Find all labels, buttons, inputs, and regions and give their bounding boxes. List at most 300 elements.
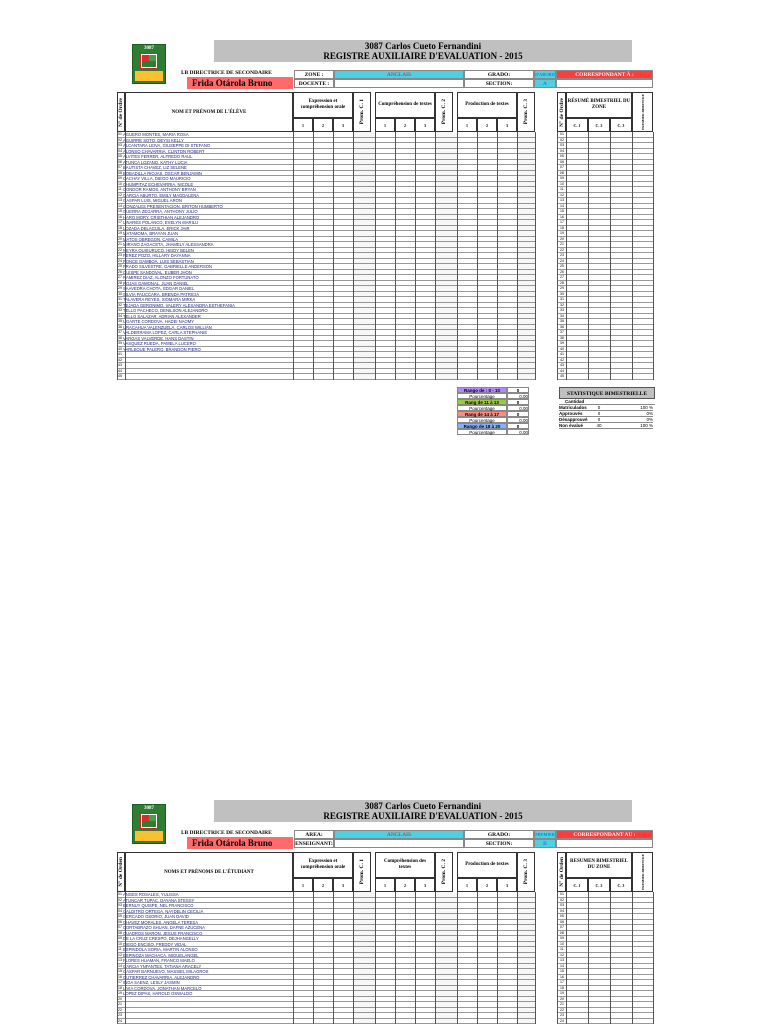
student-row bbox=[117, 1019, 535, 1024]
grid-line bbox=[293, 132, 294, 380]
resume-row-number: 18 bbox=[560, 985, 564, 990]
sub-col-1-3: 3 bbox=[333, 878, 353, 892]
grid-line bbox=[566, 132, 567, 380]
grid-line bbox=[415, 132, 416, 380]
row-number: 13 bbox=[118, 198, 122, 202]
row-number: 13 bbox=[118, 958, 122, 962]
resume-row-number: 19 bbox=[560, 231, 564, 235]
student-name: MATOS OBREGON, CAMILA bbox=[123, 236, 178, 242]
premier-header bbox=[632, 92, 653, 132]
row-number: 23 bbox=[118, 253, 122, 257]
prom-column-shade bbox=[517, 892, 535, 1024]
grid-line bbox=[333, 892, 334, 1024]
student-name: QUISPE SANDOVAL, EUBER JHON bbox=[123, 269, 192, 275]
resume-order-header bbox=[557, 92, 566, 132]
resume-col-1: C. 1 bbox=[566, 878, 588, 892]
sub-col-2-1: 1 bbox=[375, 878, 395, 892]
zone-label: ZONE : bbox=[294, 70, 334, 79]
student-name: CALDITRO ORTEGA, NAYDELIN CECILIA bbox=[123, 908, 204, 914]
sub-col-2-3: 3 bbox=[415, 118, 435, 132]
row-number: 27 bbox=[118, 275, 122, 279]
student-name: URACAHUA VALENZUELA, CARLOS WILLIAN bbox=[123, 324, 212, 330]
stats-pct-1: 100 % bbox=[609, 405, 653, 411]
student-name: SILVIA PAUCCARA, BRENDA PATRICIA bbox=[123, 291, 200, 297]
col-name-header bbox=[125, 92, 293, 132]
sub-col-1-1: 1 bbox=[293, 878, 313, 892]
row-number: 22 bbox=[118, 1007, 122, 1012]
competence-2-label: Compréhension de textes bbox=[378, 102, 432, 107]
row-number: 25 bbox=[118, 264, 122, 268]
student-name: ALVITES FERRER, ALFREDO RAUL bbox=[123, 154, 193, 159]
logo-banner bbox=[135, 71, 163, 81]
row-number: 07 bbox=[118, 165, 122, 169]
resume-order-label: N° de Orden bbox=[558, 857, 565, 887]
row-number: 11 bbox=[118, 187, 122, 191]
teacher-name: Frida Otárola Bruno bbox=[187, 77, 293, 89]
resume-row-number: 11 bbox=[560, 187, 564, 191]
resume-row-number: 04 bbox=[560, 148, 564, 153]
student-name: VARGAS VALVERDE, HANS DASTIN bbox=[123, 335, 194, 341]
grade-value: D'ABORD bbox=[535, 72, 555, 77]
resume-header bbox=[566, 92, 632, 118]
row-number: 09 bbox=[118, 176, 122, 180]
prom-2-header bbox=[435, 92, 453, 132]
section-value: B bbox=[534, 839, 556, 848]
prom-1-label: Prom. C. 1 bbox=[359, 859, 365, 885]
student-name: HARO MORY, CRISTHIAN ALEJANDRO bbox=[123, 214, 200, 220]
grid-line bbox=[313, 892, 314, 1024]
stats-label-2: Approuvés bbox=[559, 411, 589, 417]
student-name: LOZADA DELAGUILA, ERICK JAIR bbox=[123, 225, 190, 231]
teacher-blank bbox=[334, 839, 464, 848]
resume-col-2: C. 2 bbox=[588, 878, 610, 892]
row-number: 15 bbox=[118, 209, 122, 213]
row-number: 34 bbox=[118, 313, 122, 318]
sub-col-1-1: 1 bbox=[293, 118, 313, 132]
resume-row-number: 08 bbox=[560, 170, 564, 175]
grid-line bbox=[610, 892, 611, 1024]
row-number: 31 bbox=[118, 297, 122, 301]
resume-col-3: C. 3 bbox=[610, 878, 632, 892]
sub-col-3-2: 2 bbox=[477, 878, 497, 892]
correspondant-value bbox=[556, 839, 653, 848]
row-number: 01 bbox=[118, 892, 122, 896]
sub-col-2-1: 1 bbox=[375, 118, 395, 132]
student-name: CORTABRAZO SHUAN, DAFNE AZUCENA bbox=[123, 925, 205, 930]
grid-line bbox=[375, 132, 376, 380]
resume-row-number: 17 bbox=[560, 220, 564, 224]
row-number: 28 bbox=[118, 280, 122, 285]
competence-2-label: Compréhension des textes bbox=[383, 859, 427, 870]
legend-pct-2: 0.00 bbox=[507, 405, 529, 411]
prom-3-header bbox=[517, 852, 535, 892]
student-name: YARLEQUE PALERO, BRANDON PIERO bbox=[123, 346, 201, 352]
prom-column-shade bbox=[435, 892, 457, 1024]
resume-row-number: 02 bbox=[560, 137, 564, 142]
grid-line bbox=[477, 892, 478, 1024]
row-number: 21 bbox=[118, 1002, 122, 1006]
stats-value-4: 40 bbox=[589, 423, 609, 429]
sub-col-1-2: 2 bbox=[313, 118, 333, 132]
row-number: 18 bbox=[118, 225, 122, 230]
student-name: SAAVEDRA CHOTA, EDGAR DANIEL bbox=[123, 286, 195, 291]
row-number: 38 bbox=[118, 335, 122, 340]
student-name: GONZALES PRESENTACION, BRITON HUMBERTO bbox=[123, 203, 223, 209]
resume-row-number: 04 bbox=[560, 908, 564, 913]
resume-row-number: 36 bbox=[560, 324, 564, 329]
zone-label: AREA: bbox=[294, 830, 334, 839]
resume-order-label: N° de Ordre bbox=[558, 97, 565, 127]
resume-row-number: 23 bbox=[560, 1013, 564, 1017]
competence-3-label: Production de textes bbox=[465, 102, 509, 107]
row-number: 07 bbox=[118, 925, 122, 929]
row-number: 12 bbox=[118, 952, 122, 957]
col-name-label: NOMS ET PRÉNOMS DE L'ÉTUDIANT bbox=[164, 869, 254, 875]
grid-line bbox=[415, 892, 416, 1024]
student-name: ATUNCA LOZANO, KATHY LUCIA bbox=[123, 159, 188, 165]
resume-row-number: 01 bbox=[560, 892, 564, 896]
student-name: VALDERRAMA LOPEZ, CARLA STEPHANIE bbox=[123, 330, 208, 335]
competence-3-header bbox=[457, 92, 517, 118]
resume-col-2: C. 2 bbox=[588, 118, 610, 132]
resume-row-number: 06 bbox=[560, 159, 564, 164]
student-name: BOBADILLA RIOJAS, OSCAR BENJAMIN bbox=[123, 170, 202, 176]
row-number: 40 bbox=[118, 346, 122, 351]
resume-row-number: 23 bbox=[560, 253, 564, 257]
row-number: 11 bbox=[118, 947, 122, 951]
grid-line bbox=[653, 892, 654, 1024]
resume-row-number: 05 bbox=[560, 154, 564, 158]
resume-row-number: 17 bbox=[560, 980, 564, 984]
row-number: 09 bbox=[118, 936, 122, 940]
grid-line bbox=[457, 132, 458, 380]
prom-3-label: Prom. C. 3 bbox=[523, 859, 529, 885]
sub-col-3-1: 1 bbox=[457, 878, 477, 892]
zone-value: ANGLAIS bbox=[334, 830, 464, 839]
row-number: 20 bbox=[118, 996, 122, 1001]
grid-line bbox=[117, 132, 118, 380]
stats-label-4: Non évalué bbox=[559, 423, 589, 429]
row-number: 32 bbox=[118, 302, 122, 307]
legend-pct-label-4: Pourcentage bbox=[457, 429, 507, 435]
prom-column-shade bbox=[353, 132, 375, 380]
sub-col-3-1: 1 bbox=[457, 118, 477, 132]
grid-line bbox=[375, 892, 376, 1024]
row-number: 22 bbox=[118, 247, 122, 252]
grid-line bbox=[117, 892, 118, 1024]
grid-line bbox=[557, 132, 558, 380]
competence-1-label: Expression et compréhension orale bbox=[300, 99, 346, 110]
resume-row-number: 22 bbox=[560, 247, 564, 252]
resume-row-number: 16 bbox=[560, 214, 564, 219]
resume-row-number: 11 bbox=[560, 947, 564, 951]
prom-1-label: Prom. C. 1 bbox=[359, 99, 365, 125]
resume-row-number: 15 bbox=[560, 969, 564, 973]
sub-col-2-2: 2 bbox=[395, 878, 415, 892]
resume-row-number: 10 bbox=[560, 181, 564, 186]
resume-row-number: 32 bbox=[560, 302, 564, 307]
legend-pct-label-1: Pourcentage bbox=[457, 393, 507, 399]
section-label: SECTION: bbox=[464, 839, 534, 848]
resume-row-number: 22 bbox=[560, 1007, 564, 1012]
register-title: REGISTRE AUXILIAIRE D'EVALUATION - 2015 bbox=[323, 811, 523, 821]
legend-range-3: Rang de 14 à 17 bbox=[457, 411, 507, 417]
prom-1-header bbox=[353, 92, 371, 132]
title-box bbox=[214, 800, 632, 822]
resume-row-number: 19 bbox=[560, 991, 564, 995]
resume-row-number: 21 bbox=[560, 1002, 564, 1006]
student-name: ALONSO CHAVARRIA, CLINTON ROBERT bbox=[123, 148, 205, 154]
student-name: ATUNCAR TUPAC, DAYANA STESSY bbox=[123, 897, 195, 903]
resume-row-number: 40 bbox=[560, 346, 564, 351]
resume-row-number: 12 bbox=[560, 192, 564, 197]
prom-2-label: Prom. C. 2 bbox=[441, 99, 447, 125]
row-number: 39 bbox=[118, 341, 122, 345]
gap bbox=[535, 852, 555, 892]
resume-row-number: 01 bbox=[560, 132, 564, 136]
grid-line bbox=[395, 892, 396, 1024]
student-name: GARCIA YNFANTES, TATIANA ARACELY bbox=[123, 963, 202, 969]
competence-3-header bbox=[457, 852, 517, 878]
resume-order-header bbox=[557, 852, 566, 892]
school-name: 3087 Carlos Cueto Fernandini bbox=[364, 41, 482, 51]
resume-row-number: 33 bbox=[560, 308, 564, 312]
section-value: A bbox=[534, 79, 556, 88]
resume-row-number: 39 bbox=[560, 341, 564, 345]
competence-2-header bbox=[375, 852, 435, 878]
resume-row-number: 21 bbox=[560, 242, 564, 246]
row-number: 04 bbox=[118, 908, 122, 913]
legend-count-3: 0 bbox=[507, 411, 529, 417]
resume-row-number: 20 bbox=[560, 996, 564, 1001]
student-name: ESPINDOLA SORIA, MARTIN ALONSO bbox=[123, 947, 198, 952]
student-row bbox=[117, 374, 535, 380]
student-name: CONDOR RAMOS, ANTHONY BRYAN bbox=[123, 187, 196, 192]
row-number: 01 bbox=[118, 132, 122, 136]
row-number: 05 bbox=[118, 154, 122, 158]
row-number: 14 bbox=[118, 203, 122, 208]
legend-count-4: 0 bbox=[507, 423, 529, 429]
row-number: 24 bbox=[118, 258, 122, 263]
legend-pct-label-2: Pourcentage bbox=[457, 405, 507, 411]
grid-line bbox=[293, 892, 294, 1024]
student-name: CERCADO OSORIO, JUAN DAVID bbox=[123, 914, 189, 919]
teacher-name: Frida Otárola Bruno bbox=[187, 837, 293, 849]
student-name: FLORES HUAMAN, FRANCO MAELO bbox=[123, 958, 195, 963]
row-number: 18 bbox=[118, 985, 122, 990]
grid-line bbox=[535, 892, 536, 1024]
row-number: 10 bbox=[118, 941, 122, 946]
row-number: 30 bbox=[118, 291, 122, 296]
grid-line bbox=[497, 892, 498, 1024]
student-name: CHAVEZ MORALES, ANGELA TERESA bbox=[123, 919, 199, 925]
row-number: 16 bbox=[118, 214, 122, 219]
correspondant-label: CORRESPONDANT AU : bbox=[556, 830, 653, 839]
student-name: LOPEZ DIPAS, HAROLD OSWALDO bbox=[123, 991, 193, 996]
resume-col-3: C. 3 bbox=[610, 118, 632, 132]
student-name: PONCE GAMBOA, LUIS SEBASTIAN bbox=[123, 258, 194, 264]
resume-row-number: 05 bbox=[560, 914, 564, 918]
resume-row-number: 43 bbox=[560, 363, 564, 367]
student-name: CHUMPITAZ ECHEVARRIA, NICOLE bbox=[123, 181, 194, 187]
shield-icon bbox=[140, 813, 158, 829]
resume-label: RESUMEN BIMESTRIEL DU ZONE bbox=[570, 859, 628, 870]
resume-row-number: 31 bbox=[560, 297, 564, 301]
resume-row-number: 42 bbox=[560, 357, 564, 362]
student-name: PEREZ POZO, HILLARY DAYANNA bbox=[123, 253, 191, 258]
resume-row-number: 13 bbox=[560, 958, 564, 962]
resume-row-number: 03 bbox=[560, 903, 564, 907]
resume-row-number: 30 bbox=[560, 291, 564, 296]
premier-label: PREMIER BIMESTRE bbox=[640, 854, 645, 890]
resume-row-number: 26 bbox=[560, 269, 564, 274]
grid-line bbox=[125, 892, 126, 1024]
prom-3-header bbox=[517, 92, 535, 132]
grid-line bbox=[588, 892, 589, 1024]
row-number: 02 bbox=[118, 137, 122, 142]
row-number: 35 bbox=[118, 319, 122, 323]
grid-line bbox=[333, 132, 334, 380]
student-name: ANGES ROSALES, YULISSA bbox=[123, 892, 179, 897]
row-number: 19 bbox=[118, 991, 122, 995]
resume-row-number: 44 bbox=[560, 368, 564, 373]
sub-col-1-3: 3 bbox=[333, 118, 353, 132]
row-number: 03 bbox=[118, 143, 122, 147]
resume-row-number: 10 bbox=[560, 941, 564, 946]
row-number: 04 bbox=[118, 148, 122, 153]
row-number: 05 bbox=[118, 914, 122, 918]
sub-col-3-2: 2 bbox=[477, 118, 497, 132]
student-name: UGARTE CORDOVA, HADEI NAOMY bbox=[123, 319, 195, 324]
row-number: 03 bbox=[118, 903, 122, 907]
resume-row-number: 03 bbox=[560, 143, 564, 147]
student-name: VASQUEZ RUEDA, PAMELA LUCERO bbox=[123, 341, 196, 346]
stats-label-3: Désapprouvé bbox=[559, 416, 588, 422]
student-name: DIEGO ENCISO, FREDDY VIDAL bbox=[123, 941, 187, 947]
grid-line bbox=[557, 892, 558, 1024]
resume-row-number: 24 bbox=[560, 258, 564, 263]
student-name: INGA SAENZ, LESLY JASMIN bbox=[123, 980, 180, 985]
row-number: 15 bbox=[118, 969, 122, 973]
student-name: ALCANTARA LEIVA, GIUSEPPE DI STEFANO bbox=[123, 143, 211, 148]
student-name: TELLO PACHECO, DENILSON ALEJANDRO bbox=[123, 308, 208, 313]
student-name: LINARES POLANCO, EVELYN MARILU bbox=[123, 220, 199, 225]
row-number: 06 bbox=[118, 159, 122, 164]
student-name: CACHAY VILLA, DIEGO MAURICIO bbox=[123, 176, 191, 181]
grid-line bbox=[535, 132, 536, 380]
grid-line bbox=[653, 132, 654, 380]
grid-line bbox=[610, 132, 611, 380]
teacher-label: ENSEIGNANT: bbox=[295, 841, 333, 847]
resume-row-number: 12 bbox=[560, 952, 564, 957]
prom-column-shade bbox=[353, 892, 375, 1024]
student-name: AGUIRRE SOTO, DEYSI KELLY bbox=[123, 137, 184, 143]
prom-column-shade bbox=[517, 132, 535, 380]
competence-1-header bbox=[293, 852, 353, 878]
row-number: 44 bbox=[118, 368, 122, 373]
school-logo bbox=[132, 44, 166, 84]
grid-line bbox=[566, 892, 567, 1024]
row-number: 06 bbox=[118, 919, 122, 924]
gap bbox=[535, 92, 555, 132]
stats-value-2: 0 bbox=[589, 411, 609, 417]
legend-count-2: 0 bbox=[507, 399, 529, 405]
zone-value: ANGLAIS bbox=[334, 70, 464, 79]
row-number: 29 bbox=[118, 286, 122, 290]
row-number: 23 bbox=[118, 1013, 122, 1017]
premier-header bbox=[632, 852, 653, 892]
student-name: RAMIREZ DIAZ, ALONZO FORTUNATO bbox=[123, 275, 199, 280]
resume-row-number: 16 bbox=[560, 974, 564, 979]
grid-line bbox=[588, 132, 589, 380]
col-order-header bbox=[117, 852, 125, 892]
row-number: 37 bbox=[118, 330, 122, 334]
grid-line bbox=[125, 132, 126, 380]
resume-row-number: 35 bbox=[560, 319, 564, 323]
legend-range-4: Rango de 18 à 20 bbox=[457, 423, 507, 429]
row-number: 02 bbox=[118, 897, 122, 902]
col-name-header bbox=[125, 852, 293, 892]
shield-icon bbox=[140, 53, 158, 69]
row-number: 42 bbox=[118, 357, 122, 362]
correspondant-value bbox=[556, 79, 653, 88]
section-label: SECTION: bbox=[464, 79, 534, 88]
legend-pct-4: 0.00 bbox=[507, 429, 529, 435]
sub-col-2-2: 2 bbox=[395, 118, 415, 132]
logo-text: 3087 bbox=[144, 806, 154, 811]
row-number: 41 bbox=[118, 352, 122, 356]
student-name: BERNUY QUISPE, NEL FRANCISCO bbox=[123, 903, 194, 908]
row-number: 10 bbox=[118, 181, 122, 186]
prom-2-header bbox=[435, 852, 453, 892]
student-name: AGUERO MONTES, MARIA ROSA bbox=[123, 132, 189, 137]
shield-base bbox=[142, 61, 156, 67]
student-name: CUADROS MARON, JESUS FRANCISCO bbox=[123, 930, 203, 936]
col-order-label: N° de Ordre bbox=[118, 97, 124, 127]
register-title: REGISTRE AUXILIAIRE D'EVALUATION - 2015 bbox=[323, 51, 523, 61]
resume-row bbox=[557, 1019, 653, 1024]
legend-count-1: 0 bbox=[507, 387, 529, 393]
student-name: TALAVERA REYES, XIOMARA MIRKA bbox=[123, 297, 196, 302]
sub-col-1-2: 2 bbox=[313, 878, 333, 892]
grid-line bbox=[457, 892, 458, 1024]
row-number: 19 bbox=[118, 231, 122, 235]
row-number: 14 bbox=[118, 963, 122, 968]
resume-row-number: 29 bbox=[560, 286, 564, 290]
col-name-label: NOM ET PRÉNOM DE L'ÉLÈVE bbox=[171, 109, 247, 115]
legend-pct-label-3: Pourcentage bbox=[457, 417, 507, 423]
resume-row-number: 07 bbox=[560, 165, 564, 169]
row-number: 08 bbox=[118, 170, 122, 175]
legend-pct-3: 0.00 bbox=[507, 417, 529, 423]
grid-line bbox=[632, 892, 633, 1024]
competence-1-label: Expression et compréhension orale bbox=[300, 859, 346, 870]
prom-column-shade bbox=[435, 132, 457, 380]
sub-col-3-3: 3 bbox=[497, 878, 517, 892]
title-box bbox=[214, 40, 632, 62]
premier-label: PREMIER BIMESTRE bbox=[640, 94, 645, 130]
stats-title: STATISTIQUE BIMESTRIELLE bbox=[559, 387, 655, 399]
stats-label-1: Matriculados bbox=[559, 405, 589, 411]
resume-header bbox=[566, 852, 632, 878]
sub-col-3-3: 3 bbox=[497, 118, 517, 132]
teacher-blank bbox=[334, 79, 464, 88]
director-label: I.B DIRECTRICE DE SECONDAIRE bbox=[181, 70, 272, 76]
resume-row-number: 15 bbox=[560, 209, 564, 213]
school-name: 3087 Carlos Cueto Fernandini bbox=[364, 801, 482, 811]
resume-row-number: 14 bbox=[560, 203, 564, 208]
row-number: 43 bbox=[118, 363, 122, 367]
